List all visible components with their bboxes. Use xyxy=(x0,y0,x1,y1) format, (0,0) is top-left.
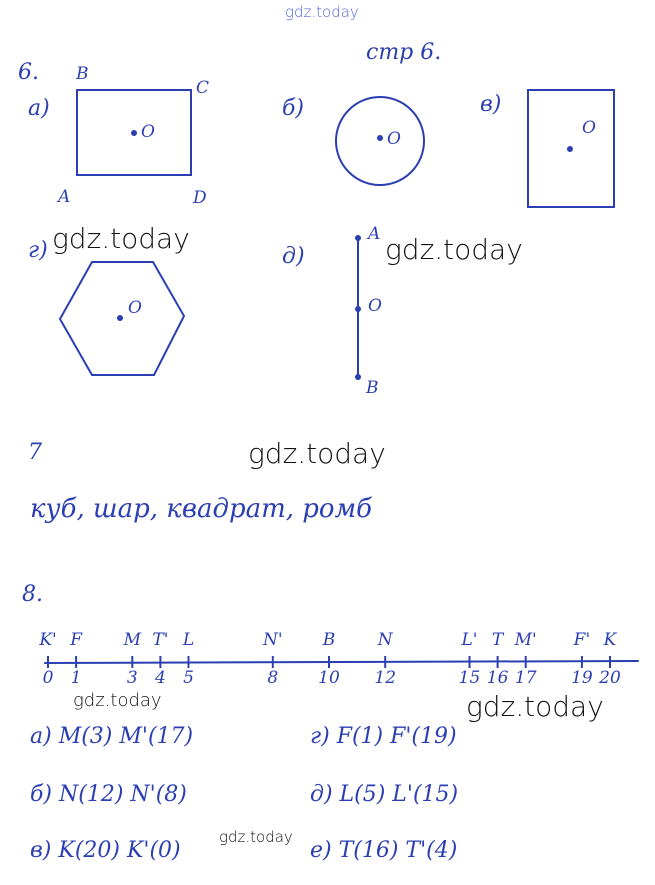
number-line-point-label: K xyxy=(603,630,617,650)
number-line-point-label: B xyxy=(322,630,336,650)
task-8-answer-a: а) M(3) M'(17) xyxy=(30,724,194,749)
task-8-answer-d: д) L(5) L'(15) xyxy=(310,782,459,807)
number-line-value: 19 xyxy=(571,668,593,688)
number-line-value: 17 xyxy=(514,668,537,688)
number-line-value: 12 xyxy=(374,668,397,688)
number-line-point-label: M xyxy=(123,630,141,650)
number-line-point-label: N' xyxy=(263,630,283,650)
task-8-answer-e: е) T(16) T'(4) xyxy=(310,838,458,863)
task-6-number: 6. xyxy=(18,60,39,85)
rect-corner-d: D xyxy=(193,188,207,208)
number-line-point-label: F xyxy=(70,630,82,650)
task-6d-label: д) xyxy=(282,244,305,269)
task-8-number: 8. xyxy=(22,582,43,607)
number-line-value: 20 xyxy=(599,668,621,688)
segment-point-o: O xyxy=(368,296,382,316)
segment-point-a: A xyxy=(368,224,381,244)
watermark-3: gdz.today xyxy=(248,437,386,470)
task-8-answer-v: в) K(20) K'(0) xyxy=(30,838,181,863)
number-line-value: 15 xyxy=(458,668,481,688)
number-line-value: 1 xyxy=(70,668,82,688)
number-line-point-label: N xyxy=(377,630,393,650)
task-6g-label: г) xyxy=(28,238,48,263)
point-b-dot xyxy=(355,374,361,380)
watermark-1: gdz.today xyxy=(52,222,190,255)
task-8-answer-b: б) N(12) N'(8) xyxy=(30,782,187,807)
watermark-top: gdz.today xyxy=(285,3,359,21)
number-line-value: 10 xyxy=(318,668,340,688)
task-7-number: 7 xyxy=(28,440,42,465)
point-o-dot xyxy=(355,306,361,312)
number-line-point-label: K' xyxy=(39,630,57,650)
center-dot-circle xyxy=(377,135,383,141)
center-dot-hexagon xyxy=(117,315,123,321)
rect-corner-c: C xyxy=(196,78,210,98)
rect-center-label: O xyxy=(141,122,155,142)
point-a-dot xyxy=(355,235,361,241)
task-8-answer-g: г) F(1) F'(19) xyxy=(310,724,457,749)
number-line-point-label: L' xyxy=(461,630,478,650)
center-dot-tall-rect xyxy=(567,146,573,152)
number-line-value: 3 xyxy=(126,668,138,688)
page-reference: стр 6. xyxy=(366,40,442,65)
tall-rect-center-label: O xyxy=(582,118,596,138)
watermark-2: gdz.today xyxy=(385,233,523,266)
number-line-point-label: T xyxy=(491,630,504,650)
number-line-point-label: L xyxy=(182,630,195,650)
task-6a-label: а) xyxy=(28,96,50,121)
task-6v-label: в) xyxy=(480,92,502,117)
number-line-value: 8 xyxy=(267,668,279,688)
watermark-6: gdz.today xyxy=(219,828,293,846)
rect-corner-b: B xyxy=(76,64,89,84)
number-line-point-label: T' xyxy=(152,630,169,650)
watermark-4: gdz.today xyxy=(73,690,162,711)
hexagon-center-label: O xyxy=(128,298,142,318)
number-line-value: 5 xyxy=(183,668,194,688)
rect-corner-a: A xyxy=(58,187,71,207)
task-7-answer: куб, шар, квадрат, ромб xyxy=(30,494,372,524)
number-line-value: 16 xyxy=(486,668,509,688)
number-line-value: 0 xyxy=(42,668,54,688)
task-6b-label: б) xyxy=(282,96,305,121)
segment-point-b: B xyxy=(366,378,379,398)
number-line-point-label: F' xyxy=(573,630,591,650)
number-line-axis xyxy=(45,661,638,663)
number-line-value: 4 xyxy=(154,668,166,688)
center-dot-rect xyxy=(131,130,137,136)
circle-center-label: O xyxy=(387,129,401,149)
number-line-point-label: M' xyxy=(514,630,537,650)
watermark-5: gdz.today xyxy=(466,690,604,723)
